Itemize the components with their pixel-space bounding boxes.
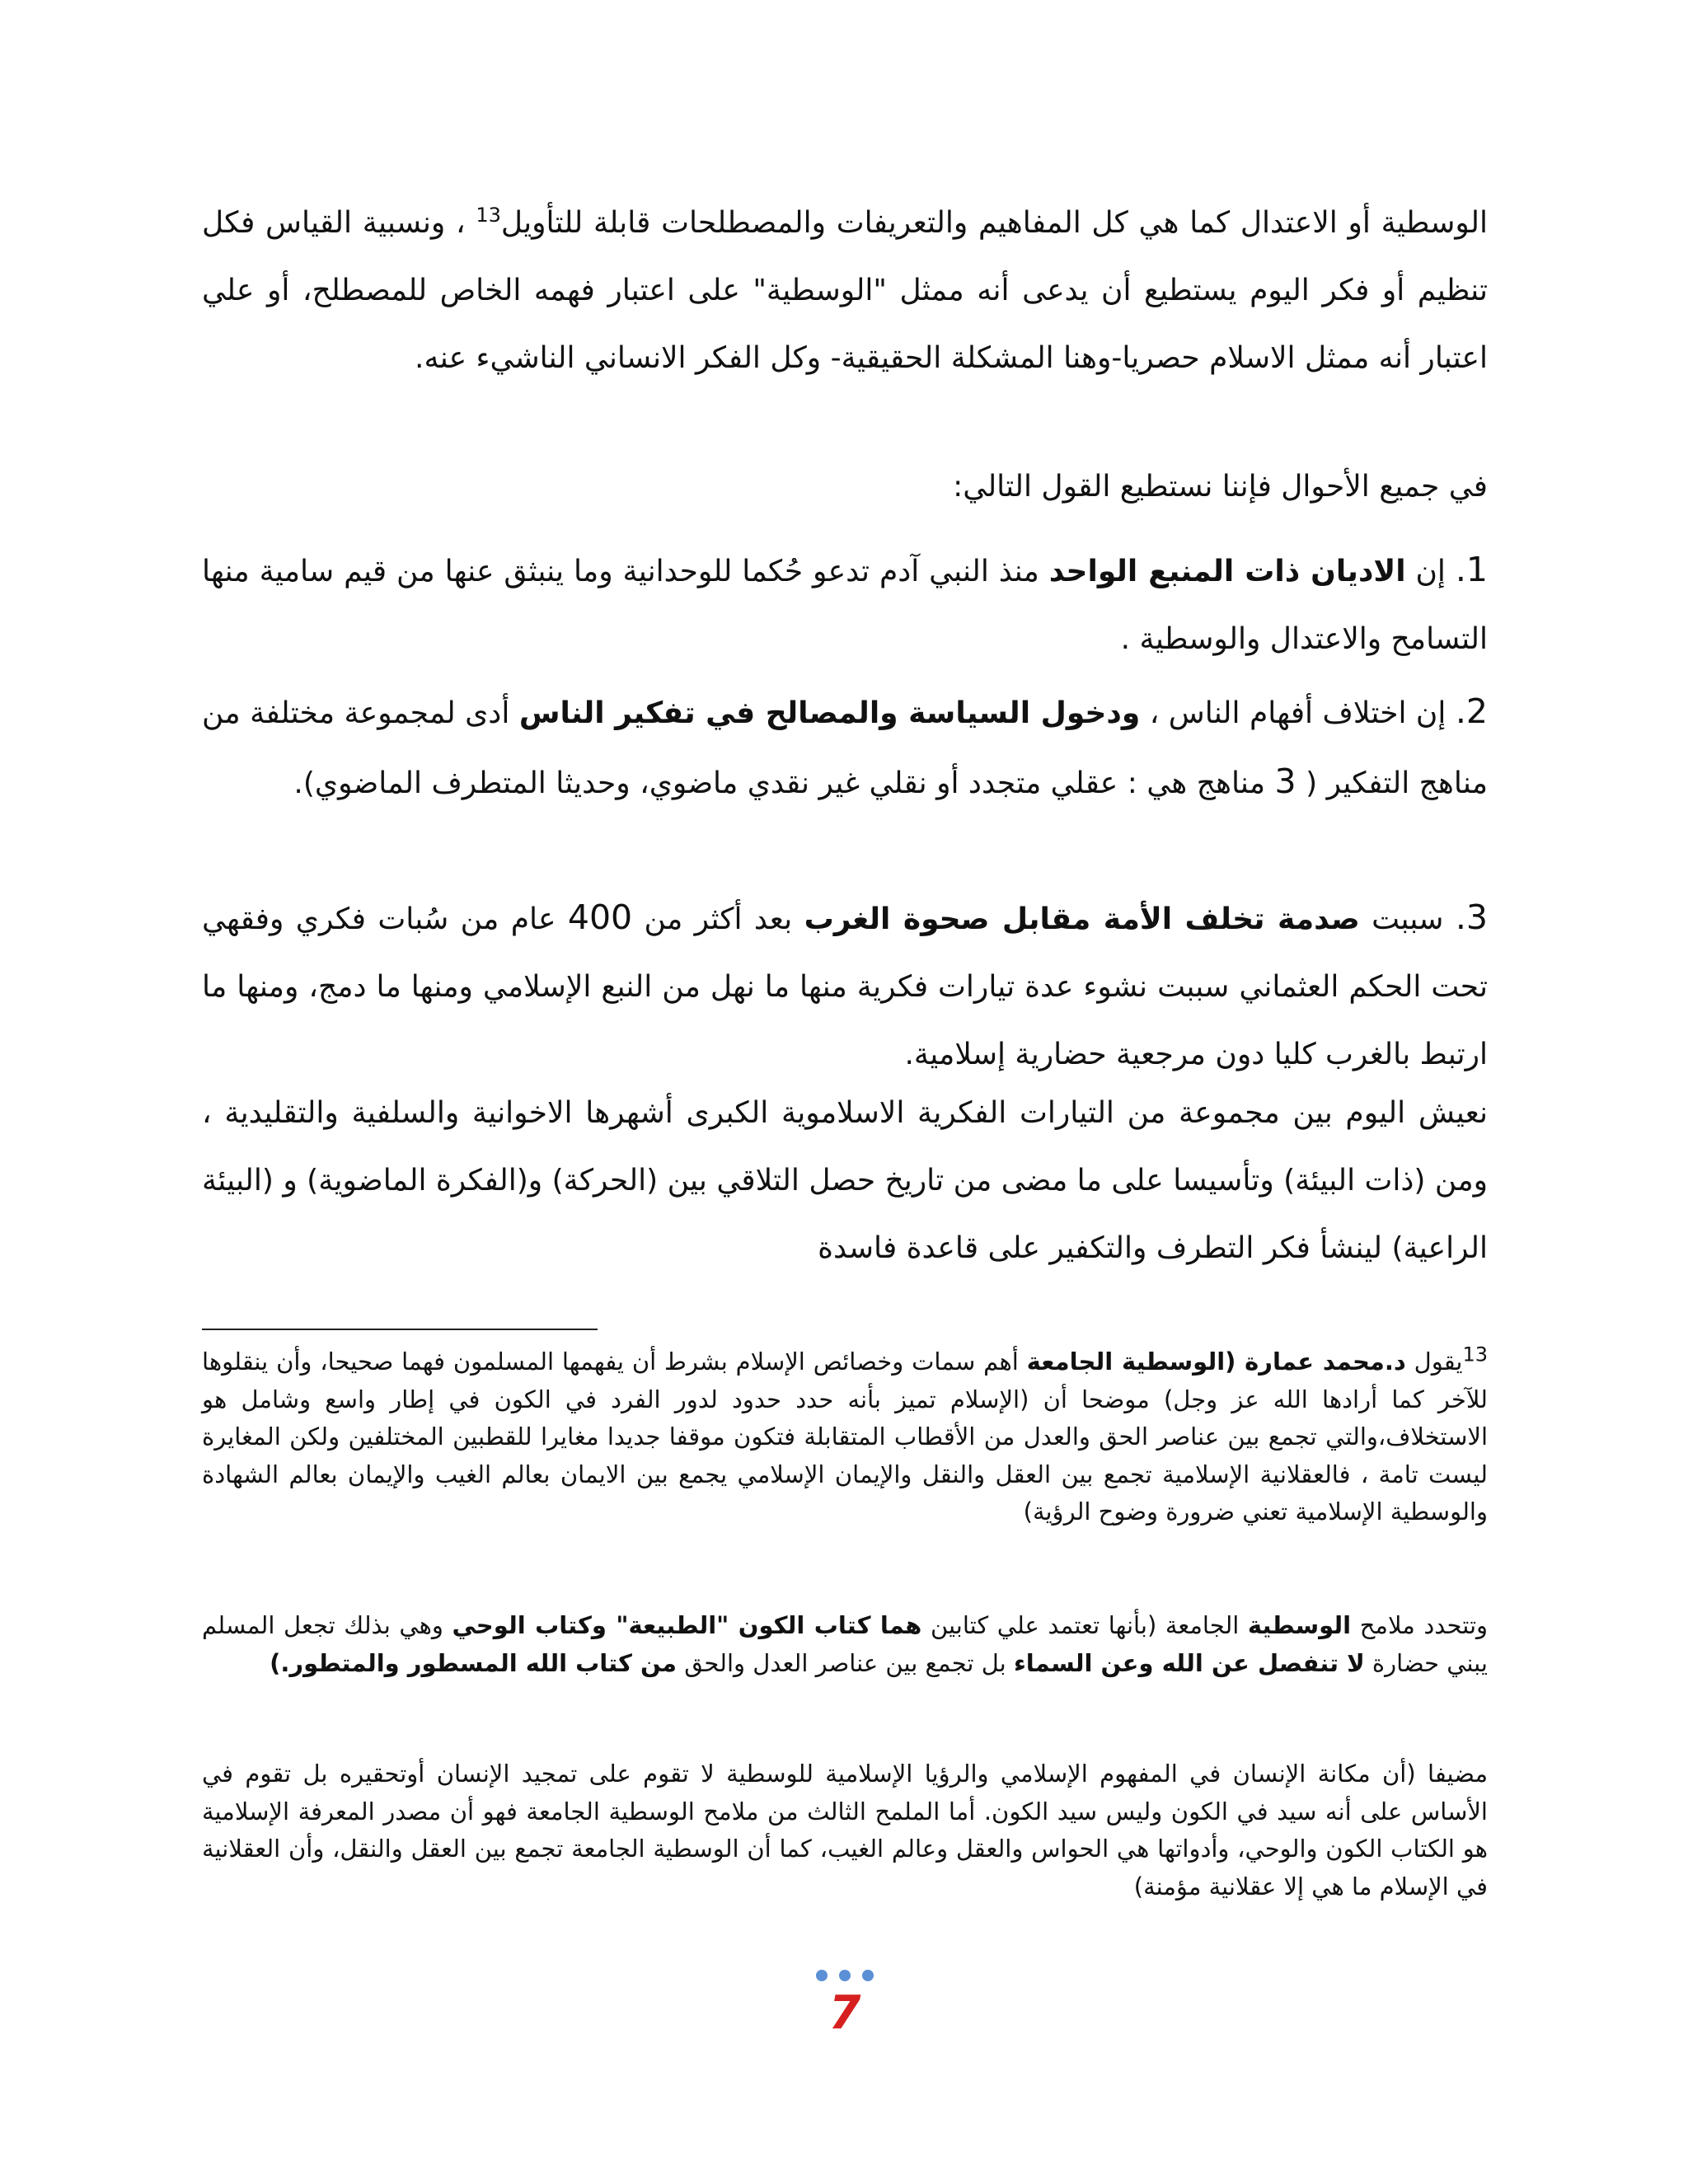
footnote-paragraph-2: [202, 1607, 1488, 1682]
item-2-count: 3: [1274, 762, 1296, 801]
footnote-2-text-c: وهي بذلك تجعل المسلم يبني حضارة: [202, 1611, 1488, 1677]
closing-paragraph: [202, 1080, 1488, 1282]
item-2-text-a: إن اختلاف أفهام الناس ،: [1149, 696, 1447, 730]
footnote-2-text-a: وتتحدد ملامح: [1359, 1611, 1489, 1639]
dot-icon: [816, 1970, 828, 1981]
footnote-separator: [202, 1329, 598, 1330]
page-ornament-dots: [816, 1970, 874, 1983]
item-2-text-b: أدى لمجموعة مختلفة من مناهج التفكير (: [202, 696, 1488, 800]
item-3-bold: صدمة تخلف الأمة مقابل صحوة الغرب: [804, 902, 1360, 936]
item-1-bold: الاديان ذات المنبع الواحد: [1048, 555, 1406, 588]
footnote-2-bold-1: الوسطية: [1247, 1611, 1352, 1639]
footnote-1-text-b: أهم سمات وخصائص الإسلام بشرط أن يفهمها المسلمون فهما صحيحا، وأن ينقلوها للآخر كما أرادها الله عز وجل) موضحا أن (الإسلام تميز بأنه حدد حدود لدور الفرد في الكون في إطار واسع وشامل هو الاستخلاف،والتي تجمع بين عناصر الحق والعدل من الأقطاب المتقابلة فتكون موقفا جديدا مغايرا للقطبين المختلفين ولكن المغايرة ليست تامة ، فالعقلانية الإسلامية تجمع بين العقل والنقل والإيمان الإسلامي يجمع بين الايمان بعالم الغيب والإيمان بعالم الشهادة والوسطية الإسلامية تعني ضرورة وضوح الرؤية): [202, 1347, 1488, 1526]
footnote-2-bold-2: هما كتاب الكون "الطبيعة" وكتاب الوحي: [452, 1611, 922, 1639]
dot-icon: [862, 1970, 874, 1981]
footnote-3-text: مضيفا (أن مكانة الإنسان في المفهوم الإسلامي والرؤيا الإسلامية للوسطية لا تقوم على تمجيد الإنسان أوتحقيره بل تقوم في الأساس على أنه سيد في الكون وليس سيد الكون. أما الملمح الثالث من ملامح الوسطية الجامعة فهو أن مصدر المعرفة الإسلامية هو الكتاب الكون والوحي، وأدواتها هي الحواس والعقل وعالم الغيب، كما أن الوسطية الجامعة تجمع بين العقل والنقل، وأن العقلانية في الإسلام ما هي إلا عقلانية مؤمنة): [202, 1760, 1488, 1900]
item-2-bold: ودخول السياسة والمصالح في تفكير الناس: [518, 696, 1141, 730]
closing-text: نعيش اليوم بين مجموعة من التيارات الفكرية الاسلاموية الكبرى أشهرها الاخوانية والسلفية والتقليدية ، ومن (ذات البيئة) وتأسيسا على ما مضى من تاريخ حصل التلاقي بين (الحركة) و(الفكرة الماضوية) و (البيئة الراعية) لينشأ فكر التطرف والتكفير على قاعدة فاسدة: [202, 1096, 1488, 1265]
lead-text: في جميع الأحوال فإننا نستطيع القول التالي:: [953, 470, 1488, 504]
intro-text-a: الوسطية أو الاعتدال كما هي كل المفاهيم والتعريفات والمصطلحات قابلة للتأويل: [500, 206, 1488, 240]
item-3-text-a: سببت: [1372, 902, 1444, 936]
item-1-text-a: إن: [1415, 555, 1446, 588]
list-item-3: [202, 883, 1488, 1089]
intro-text-b: ، ونسبية القياس فكل تنظيم أو فكر اليوم يستطيع أن يدعى أنه ممثل "الوسطية" على اعتبار فهمه الخاص للمصطلح، أو علي اعتبار أنه ممثل الاسلام حصريا-وهنا المشكلة الحقيقية- وكل الفكر الانساني الناشيء عنه.: [202, 206, 1488, 375]
list-item-1: [202, 536, 1488, 673]
footnote-2-text-d: بل تجمع بين عناصر العدل والحق: [684, 1648, 1006, 1677]
item-1-text-b: منذ النبي آدم تدعو حُكما للوحدانية وما ينبثق عنها من قيم سامية منها التسامح والاعتدال والوسطية .: [202, 555, 1488, 656]
footnote-1-bold: د.محمد عمارة (الوسطية الجامعة: [1026, 1347, 1406, 1376]
footnote-paragraph-3: [202, 1755, 1488, 1905]
item-1-number: 1.: [1455, 550, 1488, 589]
intro-paragraph: [202, 190, 1488, 392]
footnote-1-text-a: يقول: [1414, 1347, 1463, 1376]
item-3-text-c: عام من سُبات فكري وفقهي تحت الحكم العثماني سببت نشوء عدة تيارات فكرية منها ما نهل من النبع الإسلامي ومنها ما دمج، ومنها ما ارتبط بالغرب كليا دون مرجعية حضارية إسلامية.: [202, 902, 1488, 1071]
footnote-2-bold-4: من كتاب الله المسطور والمتطور.): [270, 1648, 678, 1677]
item-2-text-c: مناهج هي : عقلي متجدد أو نقلي غير نقدي ماضوي، وحديثا المتطرف الماضوي).: [293, 766, 1266, 800]
footnote-number: 13: [1462, 1343, 1489, 1366]
page-number: 7: [828, 1986, 861, 2040]
item-3-number: 3.: [1455, 898, 1488, 937]
footnote-2-bold-3: لا تنفصل عن الله وعن السماء: [1013, 1648, 1365, 1677]
item-3-text-b: بعد أكثر من: [644, 902, 793, 936]
footnote-2-text-b: الجامعة (بأنها تعتمد علي كتابين: [930, 1611, 1240, 1639]
item-2-number: 2.: [1455, 691, 1488, 731]
lead-sentence: [202, 453, 1488, 521]
item-3-years: 400: [567, 898, 633, 937]
footnote-reference[interactable]: 13: [476, 204, 501, 227]
footnote-paragraph-1: [202, 1343, 1488, 1531]
list-item-2: [202, 677, 1488, 818]
dot-icon: [839, 1970, 851, 1981]
